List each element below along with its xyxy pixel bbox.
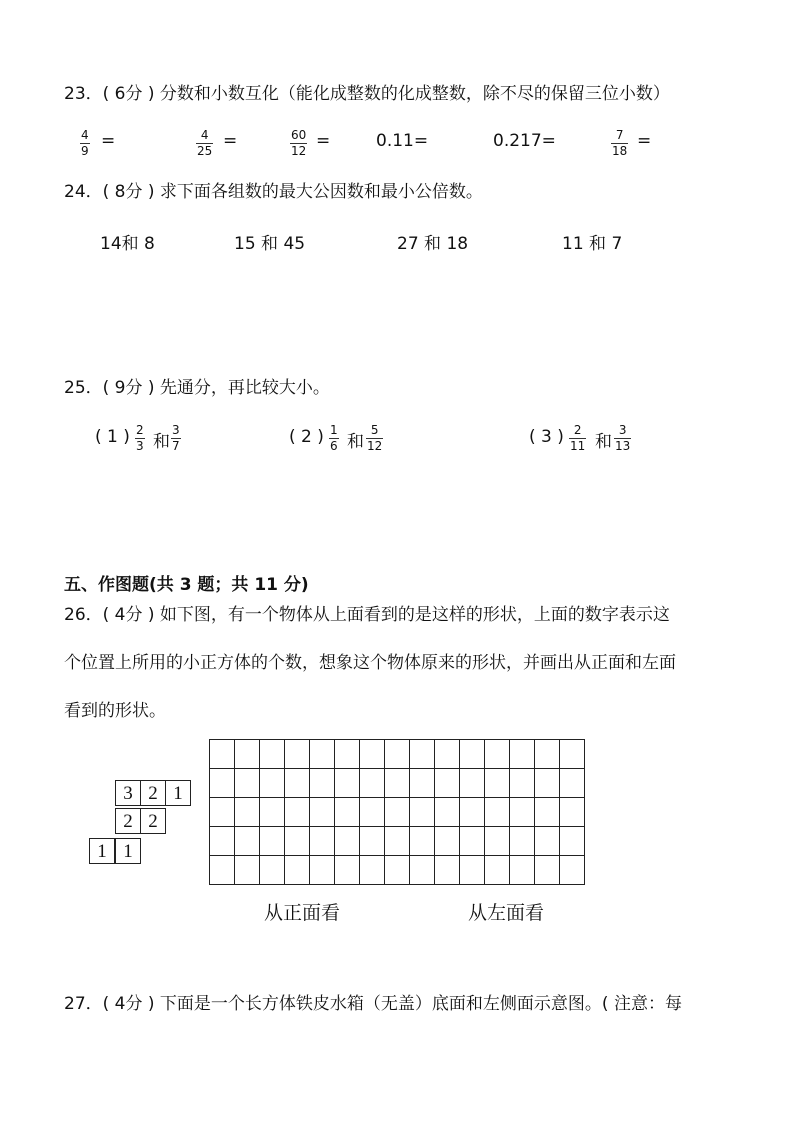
q26-line-1: 26．( 4分 ) 如下图，有一个物体从上面看到的是这样的形状，上面的数字表示这 <box>64 605 670 625</box>
q23-equals-4: = <box>637 131 652 151</box>
q23-equals-3: = <box>316 131 331 151</box>
q23-text: 23．( 6分 ) 分数和小数互化（能化成整数的化成整数，除不尽的保留三位小数） <box>64 84 670 104</box>
top-view-cell: 2 <box>140 780 166 806</box>
q23-fraction-4: 7 18 <box>612 128 628 158</box>
top-view-cell: 3 <box>115 780 141 806</box>
drawing-grid[interactable] <box>209 739 585 885</box>
q24-pair-2: 15 和 45 <box>234 234 306 254</box>
q25-label-1: ( 1 ) <box>95 427 130 447</box>
top-view-cell: 1 <box>165 780 191 806</box>
q23-decimal-2: 0.217= <box>493 131 556 151</box>
q26-line-2: 个位置上所用的小正方体的个数，想象这个物体原来的形状，并画出从正面和左面 <box>64 653 676 673</box>
q25-fraction-1b: 3 7 <box>172 423 180 453</box>
section-heading: 五、作图题(共 3 题；共 11 分) <box>64 575 309 595</box>
q23-fraction-2: 4 25 <box>197 128 213 158</box>
q24-pair-4: 11 和 7 <box>562 234 623 254</box>
q25-and-2: 和 <box>347 432 364 452</box>
q25-text: 25．( 9分 ) 先通分，再比较大小。 <box>64 378 330 398</box>
top-view-cell: 2 <box>140 808 166 834</box>
caption-front-view: 从正面看 <box>264 903 341 924</box>
q25-fraction-1a: 2 3 <box>136 423 144 453</box>
q24-text: 24．( 8分 ) 求下面各组数的最大公因数和最小公倍数。 <box>64 182 483 202</box>
q25-label-3: ( 3 ) <box>529 427 564 447</box>
caption-left-view: 从左面看 <box>468 903 545 924</box>
q23-fraction-1: 4 9 <box>81 128 89 158</box>
q24-pair-1: 14和 8 <box>100 234 155 254</box>
q27-text: 27．( 4分 ) 下面是一个长方体铁皮水箱（无盖）底面和左侧面示意图。( 注意：每 <box>64 994 682 1014</box>
q25-and-1: 和 <box>153 432 170 452</box>
q25-fraction-3b: 3 13 <box>615 423 631 453</box>
q23-equals-1: = <box>101 131 116 151</box>
q24-pair-3: 27 和 18 <box>397 234 469 254</box>
q23-fraction-3: 60 12 <box>291 128 307 158</box>
q23-decimal-1: 0.11= <box>376 131 429 151</box>
top-view-cell: 1 <box>115 838 141 864</box>
q25-label-2: ( 2 ) <box>289 427 324 447</box>
q23-equals-2: = <box>223 131 238 151</box>
q25-fraction-2b: 5 12 <box>367 423 383 453</box>
top-view-cell: 1 <box>89 838 115 864</box>
q25-fraction-3a: 2 11 <box>570 423 586 453</box>
q25-and-3: 和 <box>595 432 612 452</box>
q25-fraction-2a: 1 6 <box>330 423 338 453</box>
top-view-cell: 2 <box>115 808 141 834</box>
q26-line-3: 看到的形状。 <box>64 701 166 721</box>
